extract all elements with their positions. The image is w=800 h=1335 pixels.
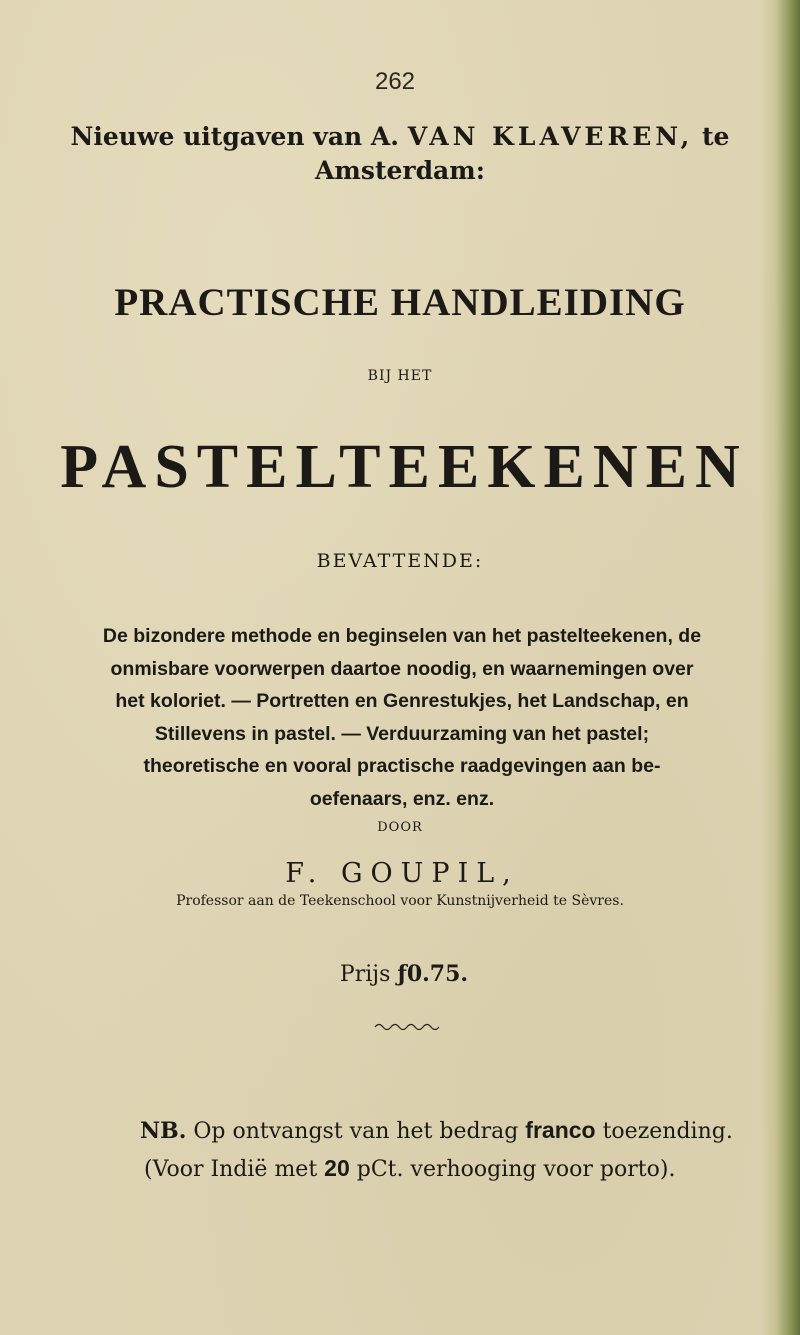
description-line: onmisbare voorwerpen daartoe noodig, en waarnemingen over: [110, 657, 694, 680]
description-line: theoretische en vooral practische raadgevingen aan be-: [143, 755, 661, 777]
description-line: oefenaars, enz. enz.: [309, 787, 495, 810]
author-by-label: DOOR: [377, 820, 423, 835]
price-amount: ƒ0.75.: [397, 961, 469, 987]
description-line: Stillevens in pastel. — Verduurzaming van het pastel;: [154, 722, 650, 745]
note-emphasis: 20: [324, 1155, 350, 1181]
author-name: F. GOUPIL,: [285, 858, 519, 889]
publisher-name: VAN KLAVEREN,: [407, 122, 694, 151]
publisher-line-1: [0, 120, 800, 154]
note-prefix: NB.: [140, 1118, 187, 1144]
description-line: het koloriet. — Portretten en Genrestukjes, het Landschap, en: [115, 690, 689, 712]
publisher-suffix: te: [702, 122, 730, 151]
page-number: 262: [374, 68, 416, 95]
price-line: [4, 961, 800, 987]
description-block: [2, 620, 800, 815]
price-label: Prijs: [339, 962, 391, 987]
publisher-heading: [0, 120, 800, 188]
note-text: (Voor Indië met: [144, 1157, 318, 1182]
contents-heading: BEVATTENDE:: [316, 550, 484, 572]
shipping-note: [140, 1112, 733, 1188]
note-line-1: [140, 1112, 733, 1150]
publisher-line-2: Amsterdam:: [315, 156, 485, 185]
wavy-ornament-divider: [374, 1020, 440, 1034]
publisher-prefix: Nieuwe uitgaven van A.: [70, 122, 400, 151]
note-emphasis: franco: [525, 1117, 596, 1143]
book-subject-title: PASTELTEEKENEN: [60, 433, 748, 501]
note-text: Op ontvangst van het bedrag: [193, 1119, 519, 1144]
book-main-title: PRACTISCHE HANDLEIDING: [114, 281, 686, 324]
description-line: De bizondere methode en beginselen van het pastelteekenen, de: [102, 625, 702, 647]
note-line-2: [140, 1150, 733, 1188]
title-connector: BIJ HET: [367, 368, 433, 384]
note-text: toezending.: [602, 1119, 733, 1144]
author-title: Professor aan de Teekenschool voor Kunstnijverheid te Sèvres.: [176, 893, 624, 909]
note-text: pCt. verhooging voor porto).: [356, 1157, 676, 1182]
